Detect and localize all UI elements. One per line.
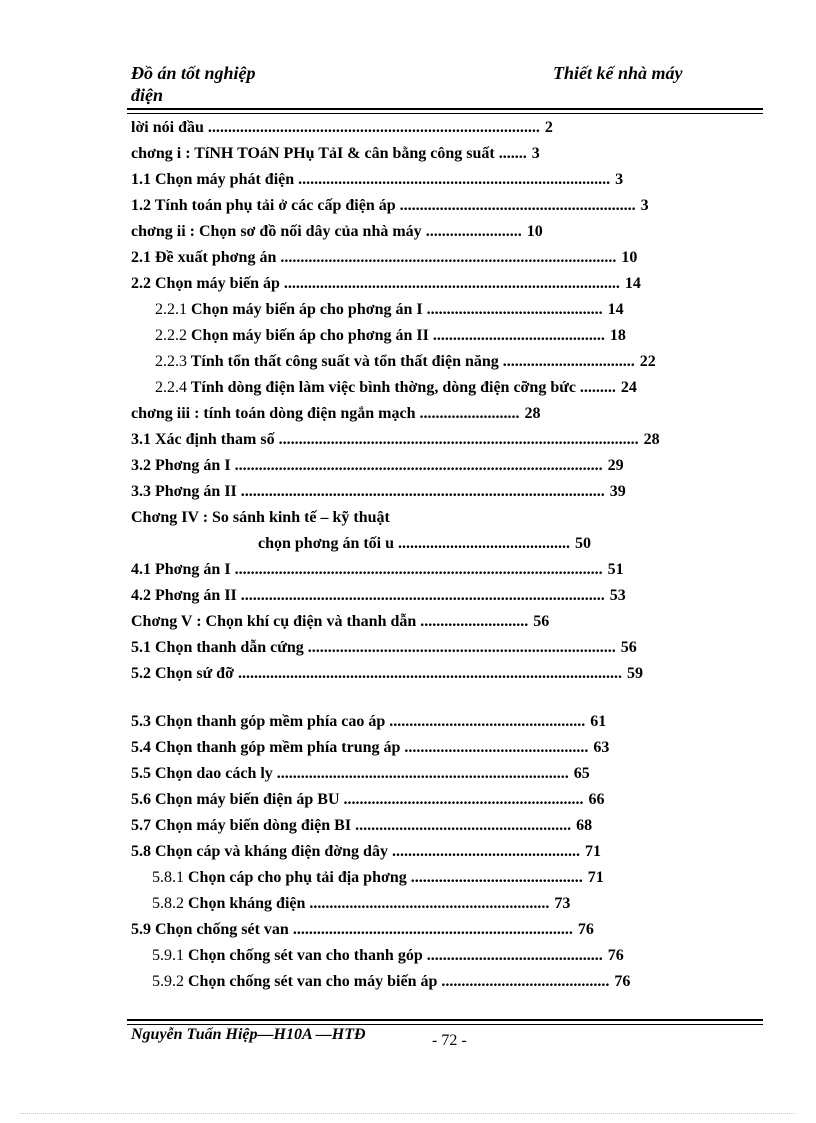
toc-entry-page: 56 bbox=[620, 639, 637, 656]
toc-entry-leader: .................................................................................... bbox=[276, 249, 617, 266]
toc-entry-leader: ............................................................................................ bbox=[230, 561, 603, 578]
toc-entry bbox=[131, 790, 605, 810]
toc-entry bbox=[152, 868, 604, 888]
toc-entry-leader: ........................... bbox=[416, 613, 529, 630]
toc-entry-page: 51 bbox=[607, 561, 624, 578]
toc-entry-title: chơng iii : tính toán dòng điện ngắn mạch bbox=[131, 405, 416, 422]
toc-entry-title: Chơng V : Chọn khí cụ điện và thanh dẫn bbox=[131, 613, 417, 630]
toc-entry-leader: ...................................................... bbox=[351, 817, 572, 834]
toc-entry-leader: ....... bbox=[494, 145, 527, 162]
toc-entry bbox=[131, 274, 641, 294]
toc-entry-leader: .......................................... bbox=[437, 973, 610, 990]
toc-entry-page: 28 bbox=[524, 405, 541, 422]
toc-entry-title: 3.1 Xác định tham số bbox=[131, 431, 275, 448]
toc-entry-page: 3 bbox=[640, 197, 649, 214]
toc-entry-title: 5.2 Chọn sứ đỡ bbox=[131, 665, 234, 682]
toc-entry-leader: .................................................................................... bbox=[279, 275, 620, 292]
toc-entry-title: chọn phơng án tối u bbox=[258, 535, 395, 552]
toc-entry-page: 65 bbox=[573, 765, 590, 782]
toc-entry bbox=[152, 946, 624, 966]
toc-entry bbox=[131, 404, 540, 424]
toc-entry-leader: ........................................... bbox=[428, 327, 605, 344]
toc-entry bbox=[131, 842, 601, 862]
toc-entry bbox=[131, 586, 626, 606]
toc-entry-number: 2.2.1 bbox=[155, 301, 187, 318]
toc-entry-number: 2.2.4 bbox=[155, 379, 187, 396]
toc-entry-leader: ........................................................... bbox=[395, 197, 636, 214]
toc-entry bbox=[131, 664, 643, 684]
toc-entry bbox=[152, 894, 570, 914]
toc-entry-page: 39 bbox=[609, 483, 626, 500]
toc-entry bbox=[131, 560, 624, 580]
toc-entry bbox=[131, 430, 660, 450]
header-rule-bottom bbox=[127, 113, 763, 114]
toc-entry-leader: ......................................................................... bbox=[272, 765, 569, 782]
toc-entry bbox=[131, 248, 637, 268]
toc-entry-number: 5.8.2 bbox=[152, 895, 184, 912]
page-edge-line bbox=[20, 1113, 796, 1114]
toc-entry-title: Chọn máy biến áp cho phơng án II bbox=[187, 327, 429, 344]
toc-entry-leader: ........................................... bbox=[406, 869, 583, 886]
toc-entry-page: 71 bbox=[587, 869, 604, 886]
toc-entry bbox=[131, 638, 637, 658]
toc-entry bbox=[131, 144, 540, 164]
toc-entry-title: 5.3 Chọn thanh góp mềm phía cao áp bbox=[131, 713, 386, 730]
header-right-title: Thiết kế nhà máy bbox=[553, 63, 683, 83]
footer-page-number: - 72 - bbox=[432, 1032, 467, 1049]
toc-entry-title: 5.6 Chọn máy biến điện áp BU bbox=[131, 791, 340, 808]
toc-entry-page: 76 bbox=[607, 947, 624, 964]
header-left-title: Đồ án tốt nghiệp bbox=[131, 63, 256, 83]
toc-entry-leader: .......................................................................................... bbox=[274, 431, 639, 448]
toc-entry bbox=[131, 920, 594, 940]
toc-entry-title: 5.1 Chọn thanh dẫn cứng bbox=[131, 639, 304, 656]
toc-entry-title: Tính dòng điện làm việc bình thờng, dòng điện cỡng bức bbox=[187, 379, 576, 396]
toc-entry-leader: .............................................................................. bbox=[294, 171, 611, 188]
toc-entry-title: Tính tổn thất công suất và tổn thất điện năng bbox=[187, 353, 499, 370]
toc-entry-page: 63 bbox=[593, 739, 610, 756]
toc-entry-page: 66 bbox=[588, 791, 605, 808]
toc-entry-leader: ............................................................................. bbox=[303, 639, 616, 656]
toc-entry bbox=[131, 482, 626, 502]
toc-entry-leader: ............................................ bbox=[422, 301, 603, 318]
toc-entry-title: 1.2 Tính toán phụ tải ở các cấp điện áp bbox=[131, 197, 396, 214]
toc-entry bbox=[131, 764, 590, 784]
toc-entry-title: 5.4 Chọn thanh góp mềm phía trung áp bbox=[131, 739, 401, 756]
toc-entry-page: 56 bbox=[533, 613, 550, 630]
toc-entry-page: 76 bbox=[577, 921, 594, 938]
toc-entry bbox=[131, 222, 543, 242]
toc-entry bbox=[131, 456, 624, 476]
toc-entry bbox=[155, 352, 656, 372]
toc-entry-title: 4.1 Phơng án I bbox=[131, 561, 231, 578]
toc-entry bbox=[131, 508, 395, 528]
toc-entry-page: 61 bbox=[590, 713, 607, 730]
toc-entry-leader: ................................................................................... bbox=[203, 119, 540, 136]
toc-entry-leader: ........................................... bbox=[394, 535, 571, 552]
toc-entry-page: 3 bbox=[615, 171, 624, 188]
toc-entry-title: Chọn máy biến áp cho phơng án I bbox=[187, 301, 423, 318]
toc-entry-page: 59 bbox=[626, 665, 643, 682]
toc-entry bbox=[152, 972, 630, 992]
toc-entry-title: Chọn cáp cho phụ tải địa phơng bbox=[184, 869, 407, 886]
header-left-title-2: điện bbox=[131, 85, 164, 105]
toc-entry-leader: ...................................................................... bbox=[288, 921, 573, 938]
toc-entry-page: 73 bbox=[554, 895, 571, 912]
toc-entry-title: 5.7 Chọn máy biến dòng điện BI bbox=[131, 817, 352, 834]
toc-entry-leader: ............................................... bbox=[387, 843, 580, 860]
toc-entry-number: 5.9.2 bbox=[152, 973, 184, 990]
toc-entry-page: 10 bbox=[621, 249, 638, 266]
toc-entry bbox=[155, 326, 626, 346]
toc-entry-page: 76 bbox=[614, 973, 631, 990]
toc-entry-title: 3.3 Phơng án II bbox=[131, 483, 237, 500]
toc-entry bbox=[155, 378, 637, 398]
toc-entry-page: 18 bbox=[609, 327, 626, 344]
toc-entry-title: 5.9 Chọn chống sét van bbox=[131, 921, 289, 938]
toc-entry-leader: ............................................ bbox=[422, 947, 603, 964]
toc-entry-page: 50 bbox=[575, 535, 592, 552]
toc-entry-title: 5.5 Chọn dao cách ly bbox=[131, 765, 273, 782]
toc-entry bbox=[258, 534, 591, 554]
toc-entry-title: 2.1 Đề xuất phơng án bbox=[131, 249, 277, 266]
toc-entry-page: 10 bbox=[526, 223, 543, 240]
toc-entry-title: Chọn chống sét van cho thanh góp bbox=[184, 947, 423, 964]
toc-entry-page: 68 bbox=[576, 817, 593, 834]
toc-entry-page: 2 bbox=[544, 119, 553, 136]
toc-entry-leader: ........................................................................................... bbox=[236, 483, 605, 500]
toc-entry-title: chơng ii : Chọn sơ đồ nối dây của nhà máy bbox=[131, 223, 422, 240]
toc-entry-number: 2.2.2 bbox=[155, 327, 187, 344]
toc-entry-page: 3 bbox=[531, 145, 540, 162]
toc-entry-title: 4.2 Phơng án II bbox=[131, 587, 237, 604]
toc-entry-leader: ........................................................................................... bbox=[236, 587, 605, 604]
toc-entry-number: 5.8.1 bbox=[152, 869, 184, 886]
header-left bbox=[131, 62, 256, 106]
toc-entry-leader: ............................................................ bbox=[305, 895, 550, 912]
toc-entry-page: 71 bbox=[584, 843, 601, 860]
toc-entry bbox=[131, 612, 549, 632]
toc-entry-number: 2.2.3 bbox=[155, 353, 187, 370]
toc-entry-title: 3.2 Phơng án I bbox=[131, 457, 231, 474]
toc-entry-page: 22 bbox=[639, 353, 656, 370]
footer-author: Nguyễn Tuấn Hiệp—H10A —HTĐ bbox=[131, 1026, 366, 1043]
toc-entry-leader: ............................................................ bbox=[339, 791, 584, 808]
toc-entry bbox=[131, 196, 649, 216]
toc-entry-title: lời nói đầu bbox=[131, 119, 204, 136]
toc-entry-title: 2.2 Chọn máy biến áp bbox=[131, 275, 280, 292]
toc-entry-page: 14 bbox=[607, 301, 624, 318]
toc-entry-leader: ......................... bbox=[415, 405, 520, 422]
toc-entry bbox=[131, 118, 553, 138]
toc-entry-page: 29 bbox=[607, 457, 624, 474]
toc-entry-title: Chọn kháng điện bbox=[184, 895, 306, 912]
toc-entry bbox=[131, 170, 623, 190]
toc-entry-leader: ................................................................................................ bbox=[233, 665, 622, 682]
toc-entry-number: 5.9.1 bbox=[152, 947, 184, 964]
toc-entry-page: 53 bbox=[609, 587, 626, 604]
toc-entry-page: 24 bbox=[620, 379, 637, 396]
footer-rule-top bbox=[127, 1019, 763, 1021]
toc-entry-leader: ........................ bbox=[421, 223, 522, 240]
toc-entry-leader: ......... bbox=[575, 379, 616, 396]
toc-entry-leader: .............................................. bbox=[400, 739, 589, 756]
toc-entry bbox=[155, 300, 624, 320]
toc-entry bbox=[131, 816, 592, 836]
toc-entry-title: 5.8 Chọn cáp và kháng điện đờng dây bbox=[131, 843, 388, 860]
toc-entry bbox=[131, 712, 606, 732]
header-rule-top bbox=[127, 108, 763, 110]
toc-entry-page: 28 bbox=[643, 431, 660, 448]
toc-entry-title: chơng i : TíNH TOáN PHụ TảI & cân bằng công suất bbox=[131, 145, 495, 162]
toc-entry-title: Chơng IV : So sánh kinh tế – kỹ thuật bbox=[131, 509, 390, 526]
toc-entry bbox=[131, 738, 609, 758]
toc-entry-leader: ................................. bbox=[498, 353, 635, 370]
toc-entry-title: 1.1 Chọn máy phát điện bbox=[131, 171, 295, 188]
toc-entry-title: Chọn chống sét van cho máy biến áp bbox=[184, 973, 438, 990]
toc-entry-leader: ............................................................................................ bbox=[230, 457, 603, 474]
toc-entry-leader: ................................................. bbox=[385, 713, 586, 730]
toc-entry-page: 14 bbox=[624, 275, 641, 292]
